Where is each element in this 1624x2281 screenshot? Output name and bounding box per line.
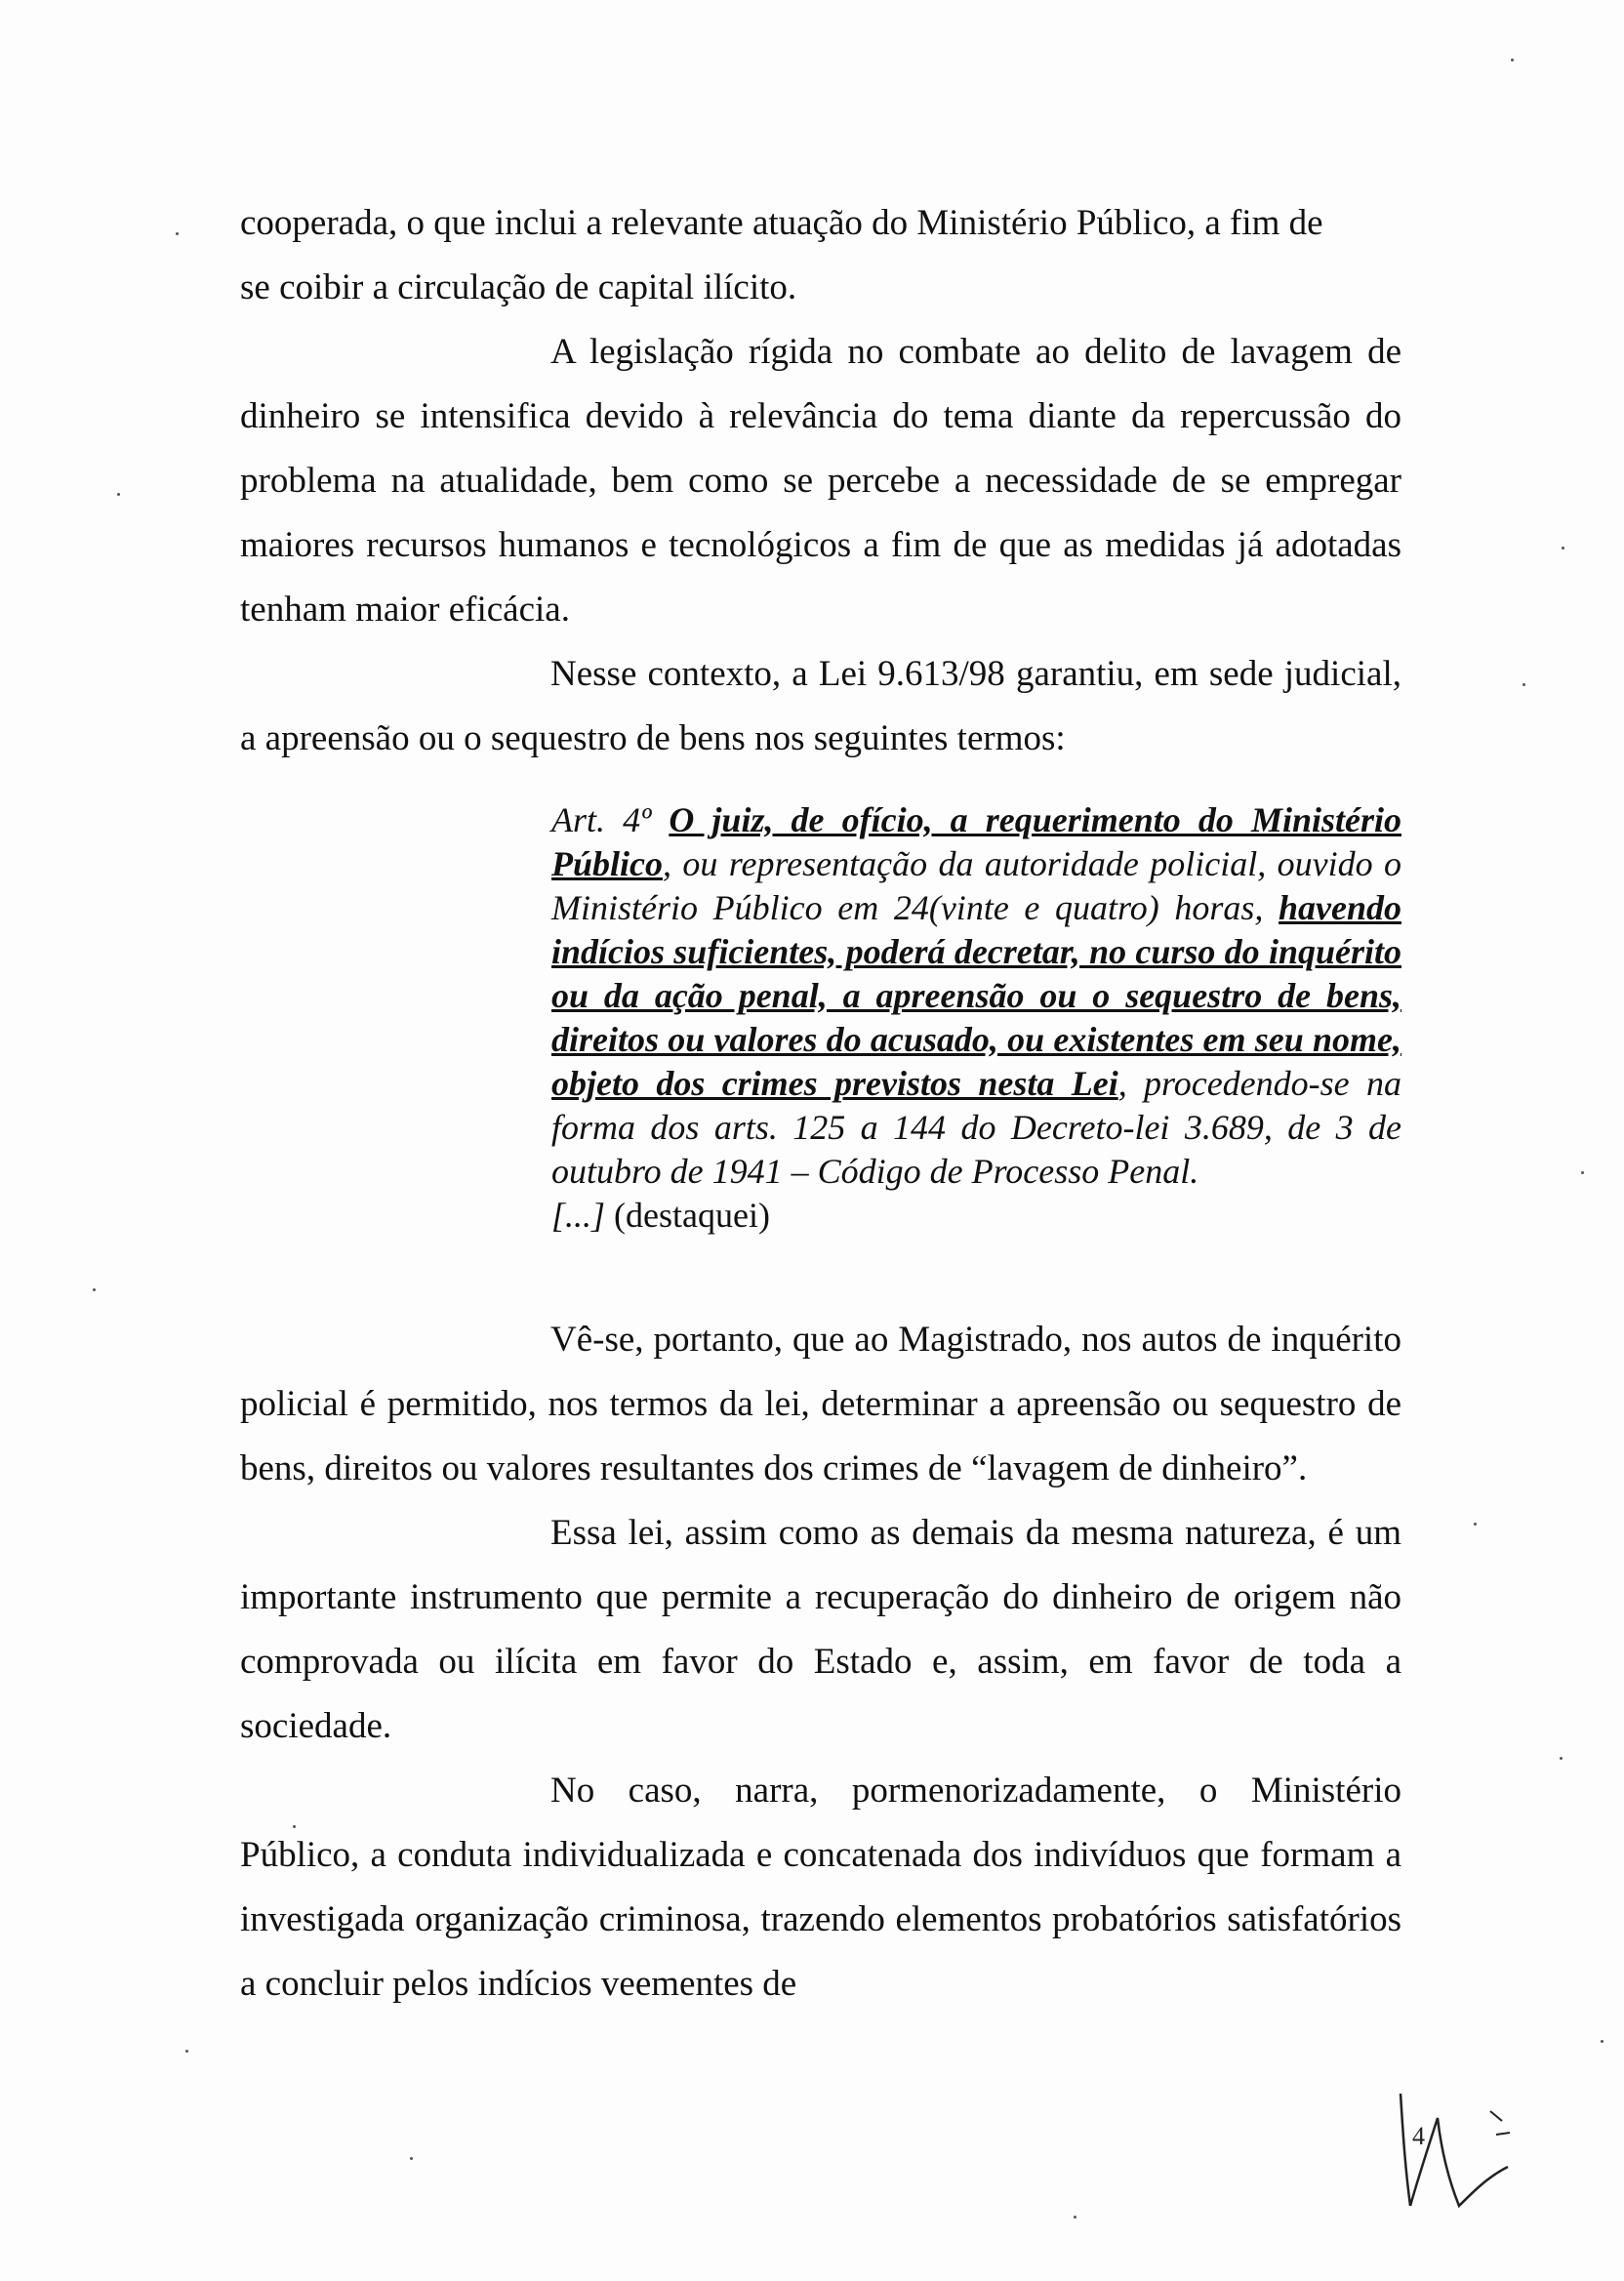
scan-speck [293, 1825, 296, 1828]
scan-speck [117, 493, 120, 496]
scan-speck [1562, 547, 1564, 550]
paragraph-continuation-line-2: se coibir a circulação de capital ilícito. [240, 267, 797, 307]
quote-ellipsis: [...] [551, 1196, 606, 1235]
paragraph-lei: Essa lei, assim como as demais da mesma natureza, é um importante instrumento que permite a recuperação do dinheiro de origem não comprovada ou ilícita em favor do Estado e, assim, em favor de toda a sociedade. [240, 1513, 1401, 1746]
paragraph-contexto: Nesse contexto, a Lei 9.613/98 garantiu, em sede judicial, a apreensão ou o sequestro de bens nos seguintes termos: [240, 654, 1401, 758]
initials-icon [1381, 2084, 1527, 2220]
scan-speck [1581, 1171, 1584, 1174]
paragraph-continuation-line-1: cooperada, o que inclui a relevante atuação do Ministério Público, a fim de [240, 203, 1323, 243]
quote-highlight-1: O juiz, de ofício, a requerimento do Ministério Público [551, 800, 1401, 883]
paragraph-legislacao: A legislação rígida no combate ao delito de lavagem de dinheiro se intensifica devido à relevância do tema diante da repercussão do problema na atualidade, bem como se percebe a necessidade de se empregar maiores recursos humanos e tecnológicos a fim de que as medidas já adotadas tenham maior eficácia. [240, 332, 1401, 630]
scan-speck [410, 2157, 413, 2160]
law-quotation [551, 798, 1401, 1238]
paragraph-continuation [240, 191, 1401, 320]
scan-speck [1474, 1523, 1477, 1526]
paragraph-magistrado: Vê-se, portanto, que ao Magistrado, nos autos de inquérito policial é permitido, nos termos da lei, determinar a apreensão ou sequestro de bens, direitos ou valores resultantes dos crimes de “lavagem de dinheiro”. [240, 1320, 1401, 1488]
quote-note: (destaquei) [605, 1196, 770, 1235]
scan-speck [185, 2050, 188, 2053]
handwritten-initials [1381, 2084, 1527, 2220]
quote-text-2: , procedendo-se na forma dos arts. 125 a 144 do Decreto-lei 3.689, de 3 de outubro de 1941 – Código de Processo Penal. [551, 1064, 1401, 1191]
scan-speck [1522, 683, 1525, 686]
scan-speck [1601, 2040, 1604, 2043]
quote-article-number: Art. 4º [551, 800, 670, 839]
quote-text-1: , ou representação da autoridade policial, ouvido o Ministério Público em 24(vinte e quatro) horas, [551, 844, 1401, 927]
scan-speck [1560, 1757, 1563, 1760]
scan-speck [176, 232, 179, 235]
body-text-bottom [240, 1308, 1401, 2016]
scan-speck [93, 1288, 96, 1291]
scan-speck [1074, 2216, 1076, 2219]
paragraph-caso: No caso, narra, pormenorizadamente, o Ministério Público, a conduta individualizada e concatenada dos indivíduos que formam a investigada organização criminosa, trazendo elementos probatórios satisfatórios a concluir pelos indícios veementes de [240, 1771, 1401, 2004]
body-text-top [240, 191, 1401, 771]
scan-speck [1511, 59, 1514, 61]
quote-highlight-2: havendo indícios suficientes, poderá decretar, no curso do inquérito ou da ação penal, a apreensão ou o sequestro de bens, direitos ou valores do acusado, ou existentes em seu nome, objeto dos crimes previstos nesta Lei [551, 888, 1401, 1103]
page-number-mark: 4 [1412, 2122, 1425, 2150]
